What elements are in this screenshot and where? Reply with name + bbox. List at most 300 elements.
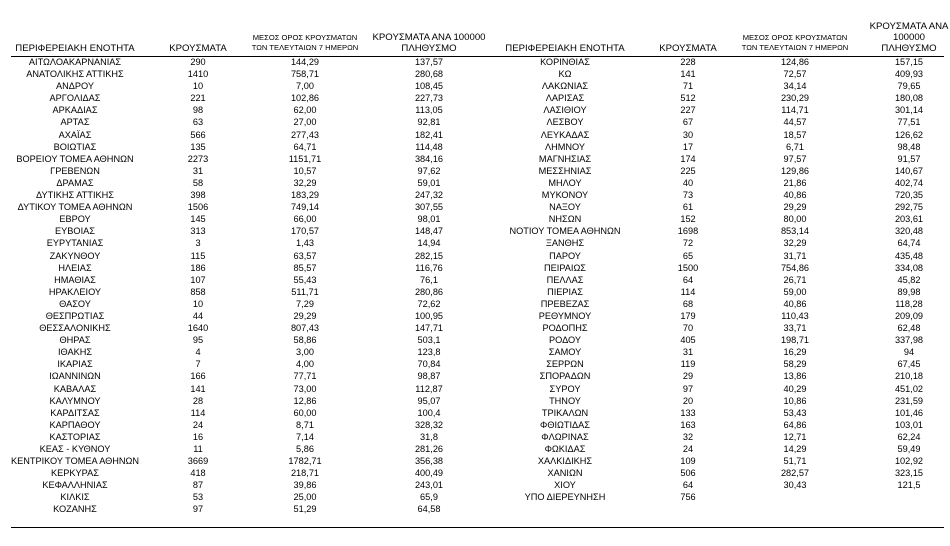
cell-cases: 61 [682,202,694,213]
cell-avg7: 39,86 [293,480,317,491]
table-row [490,104,950,116]
cell-avg7: 749,14 [290,202,320,213]
table-row [0,68,494,80]
right-table-rows [490,56,950,503]
cell-avg7: 853,14 [780,226,810,237]
cell-avg7: 10,86 [783,395,807,406]
cell-avg7: 1,43 [296,238,314,249]
cell-per100k: 64,58 [417,504,441,515]
cell-cases: 313 [190,226,206,237]
table-row [490,56,950,68]
header-cases-right: ΚΡΟΥΣΜΑΤΑ [659,43,717,54]
cell-avg7: 12,86 [293,395,317,406]
table-row [490,80,950,92]
cell-region: ΛΕΥΚΑΔΑΣ [540,129,590,140]
cell-per100k: 112,87 [415,383,443,394]
table-row [0,310,494,322]
cell-per100k: 89,98 [897,286,921,297]
table-row [490,479,950,491]
table-row [490,68,950,80]
cell-per100k: 384,16 [414,153,444,164]
table-row [0,358,494,370]
cell-avg7: 218,71 [290,468,320,479]
cell-per100k: 307,55 [414,202,444,213]
cell-region: ΑΡΤΑΣ [60,117,90,128]
cell-per100k: 282,15 [414,250,444,261]
table-row [490,431,950,443]
cell-region: ΚΕΡΚΥΡΑΣ [51,468,99,479]
cell-per100k: 94 [903,347,915,358]
cell-cases: 566 [190,129,206,140]
table-row [0,467,494,479]
header-per100k-line1-right: ΚΡΟΥΣΜΑΤΑ ΑΝΑ 100000 [869,21,949,43]
cell-per100k: 243,01 [414,480,444,491]
cell-avg7: 7,14 [296,431,314,442]
table-row [0,431,494,443]
cell-per100k: 280,86 [414,286,444,297]
cell-avg7: 758,71 [290,69,320,80]
cell-avg7: 170,57 [290,226,320,237]
table-row [0,419,494,431]
cell-per100k: 59,49 [897,444,921,454]
cell-region: ΣΠΟΡΑΔΩΝ [539,371,591,382]
cell-region: ΣΕΡΡΩΝ [546,359,584,370]
table-row [490,322,950,334]
cell-cases: 1410 [187,69,209,80]
cell-per100k: 108,45 [414,81,444,92]
cell-avg7: 80,00 [783,214,807,225]
cell-region: ΚΑΡΠΑΘΟΥ [49,419,101,430]
table-row [490,165,950,177]
cell-per100k: 118,28 [895,298,923,309]
cell-avg7: 144,29 [290,57,320,67]
table-row [490,262,950,274]
cell-cases: 166 [190,371,206,382]
table-row [490,419,950,431]
cell-region: ΕΒΡΟΥ [59,214,91,225]
cell-region: ΛΗΜΝΟΥ [544,141,586,152]
cell-region: ΒΟΙΩΤΙΑΣ [53,141,97,152]
header-avg7-right [736,33,854,53]
cell-cases: 58 [192,177,204,188]
cell-avg7: 29,29 [783,202,807,213]
cell-avg7: 29,29 [293,310,317,321]
cell-cases: 133 [680,407,696,418]
cell-region: ΚΑΡΔΙΤΣΑΣ [50,407,100,418]
table-row [0,334,494,346]
cell-avg7: 97,57 [783,153,807,164]
cell-cases: 227 [680,105,696,116]
cell-region: ΠΑΡΟΥ [549,250,581,261]
cell-cases: 107 [190,274,206,285]
cell-cases: 72 [682,238,694,249]
table-row [0,213,494,225]
cell-avg7: 53,43 [783,407,807,418]
cell-cases: 135 [190,141,206,152]
cell-avg7: 230,29 [780,93,810,104]
table-row [490,141,950,153]
cell-avg7: 51,29 [293,504,317,515]
cell-avg7: 3,00 [296,347,314,358]
cell-cases: 145 [190,214,206,225]
cell-avg7: 14,29 [783,444,807,454]
cell-cases: 4 [195,347,201,358]
cell-avg7: 1782,71 [288,456,322,467]
cell-avg7: 73,00 [293,383,317,394]
cell-region: ΕΥΒΟΙΑΣ [55,226,95,237]
cell-region: ΡΕΘΥΜΝΟΥ [538,310,592,321]
cell-cases: 221 [190,93,206,104]
cell-per100k: 102,92 [894,456,924,467]
cell-avg7: 10,57 [293,165,317,176]
cell-avg7: 51,71 [783,456,807,467]
cell-avg7: 58,29 [783,359,807,370]
cell-region: ΘΕΣΠΡΩΤΙΑΣ [45,310,105,321]
cell-per100k: 95,07 [417,395,441,406]
cell-region: ΑΝΑΤΟΛΙΚΗΣ ΑΤΤΙΚΗΣ [26,69,124,80]
cell-cases: 114 [190,407,206,418]
cell-per100k: 503,1 [417,335,441,346]
cell-region: ΧΑΝΙΩΝ [547,468,583,479]
cell-cases: 512 [680,93,696,104]
cell-per100k: 180,08 [894,93,924,104]
cell-region: ΚΟΖΑΝΗΣ [53,504,97,515]
cell-per100k: 103,01 [894,419,924,430]
cell-per100k: 337,98 [894,335,924,346]
table-row [0,262,494,274]
cell-cases: 10 [192,298,204,309]
table-row [0,56,494,68]
cell-avg7: 16,29 [783,347,807,358]
cell-per100k: 62,48 [897,323,921,334]
cell-cases: 44 [192,310,204,321]
cell-cases: 98 [192,105,204,116]
cell-avg7: 277,43 [290,129,320,140]
header-avg7-line2-right: ΤΩΝ ΤΕΛΕΥΤΑΙΩΝ 7 ΗΜΕΡΩΝ [741,43,849,52]
table-row [490,250,950,262]
cell-region: ΡΟΔΟΥ [548,335,581,346]
table-row [0,92,494,104]
cell-region: ΔΡΑΜΑΣ [56,177,94,188]
cell-avg7: 12,71 [783,431,807,442]
cell-avg7: 110,43 [781,310,809,321]
cell-per100k: 227,73 [414,93,444,104]
table-row [0,346,494,358]
table-row [490,177,950,189]
cell-cases: 228 [680,57,696,67]
cell-avg7: 282,57 [780,468,810,479]
cell-avg7: 34,14 [783,81,807,92]
table-row [0,165,494,177]
cell-cases: 119 [680,359,696,370]
cell-avg7: 60,00 [293,407,317,418]
cell-avg7: 66,00 [293,214,317,225]
cell-per100k: 121,5 [897,480,921,491]
cell-cases: 7 [195,359,201,370]
cell-per100k: 281,26 [414,444,444,454]
table-row [490,189,950,201]
cell-region: ΙΩΑΝΝΙΝΩΝ [49,371,101,382]
table-row [490,286,950,298]
table-row [0,237,494,249]
cell-cases: 11 [193,444,203,454]
cell-region: ΠΕΙΡΑΙΩΣ [544,262,586,273]
cell-per100k: 72,62 [417,298,441,309]
table-row [490,346,950,358]
table-row [490,201,950,213]
cell-region: ΠΕΛΛΑΣ [546,274,584,285]
cell-cases: 17 [682,141,694,152]
cell-cases: 95 [192,335,204,346]
cell-region: ΤΡΙΚΑΛΩΝ [541,407,589,418]
cell-avg7: 40,86 [783,298,807,309]
cell-per100k: 140,67 [894,165,924,176]
cell-avg7: 511,71 [291,286,319,297]
cell-per100k: 98,48 [897,141,921,152]
cell-per100k: 334,08 [894,262,924,273]
cell-region: ΝΑΞΟΥ [549,202,581,213]
cell-cases: 163 [680,419,696,430]
cell-per100k: 210,18 [894,371,924,382]
cell-per100k: 92,81 [417,117,441,128]
table-row [490,153,950,165]
cell-per100k: 100,4 [417,407,441,418]
table-row [0,116,494,128]
header-per100k-line2-right: ΠΛΗΘΥΣΜΟ [881,43,937,54]
header-per100k-right [854,21,950,54]
cell-region: ΔΥΤΙΚΗΣ ΑΤΤΙΚΗΣ [36,190,114,201]
cell-region: ΚΙΛΚΙΣ [60,492,90,503]
table-row [490,467,950,479]
cell-avg7: 102,86 [290,93,320,104]
cell-region: ΑΝΔΡΟΥ [55,81,94,92]
cell-region: ΖΑΚΥΝΘΟΥ [49,250,101,261]
cell-region: ΧΙΟΥ [554,480,576,491]
cell-avg7: 30,43 [783,480,807,491]
cell-per100k: 148,47 [414,226,444,237]
cell-per100k: 320,48 [894,226,924,237]
cell-avg7: 64,71 [293,141,317,152]
cell-region: ΑΡΚΑΔΙΑΣ [52,105,98,116]
cell-region: ΓΡΕΒΕΝΩΝ [50,165,100,176]
cell-cases: 179 [680,310,696,321]
cell-cases: 756 [680,492,696,503]
table-row [0,177,494,189]
cell-cases: 29 [682,371,694,382]
cell-region: ΚΩ [558,69,572,80]
cell-cases: 10 [192,81,204,92]
cell-cases: 174 [680,153,696,164]
cell-cases: 152 [680,214,696,225]
cell-per100k: 116,76 [415,262,443,273]
cell-cases: 16 [192,431,204,442]
table-row [0,395,494,407]
cell-avg7: 77,71 [293,371,317,382]
cell-avg7: 807,43 [290,323,320,334]
cell-region: ΔΥΤΙΚΟΥ ΤΟΜΕΑ ΑΘΗΝΩΝ [17,202,133,213]
cell-per100k: 301,14 [894,105,924,116]
cell-avg7: 27,00 [293,117,317,128]
cell-cases: 87 [192,480,204,491]
table-row [0,225,494,237]
cell-per100k: 91,57 [897,153,921,164]
cell-per100k: 114,48 [415,141,443,152]
cell-avg7: 4,00 [296,359,314,370]
cell-cases: 290 [190,57,206,67]
cell-region: ΦΛΩΡΙΝΑΣ [541,431,589,442]
cell-region: ΑΧΑΪΑΣ [58,129,92,140]
table-row [0,455,494,467]
table-row [490,491,950,503]
cell-avg7: 6,71 [786,141,804,152]
cell-per100k: 451,02 [894,383,924,394]
table-row [0,383,494,395]
table-row [490,274,950,286]
cell-per100k: 147,71 [414,323,444,334]
cell-avg7: 18,57 [783,129,807,140]
table-row [490,92,950,104]
cell-avg7: 32,29 [293,177,317,188]
cell-avg7: 8,71 [296,419,314,430]
cell-per100k: 77,51 [897,117,921,128]
table-row [490,443,950,455]
cell-region: ΜΗΛΟΥ [548,177,582,188]
cell-per100k: 97,62 [417,165,441,176]
cell-cases: 418 [190,468,206,479]
header-avg7-line1-right: ΜΕΣΟΣ ΟΡΟΣ ΚΡΟΥΣΜΑΤΩΝ [742,33,848,42]
cell-avg7: 31,71 [783,250,807,261]
header-per100k-line2: ΠΛΗΘΥΣΜΟ [401,43,457,54]
cell-avg7: 183,29 [290,190,320,201]
cell-cases: 71 [682,81,694,92]
cell-region: ΙΘΑΚΗΣ [57,347,93,358]
cell-avg7: 5,86 [296,444,314,454]
cell-avg7: 7,29 [296,298,314,309]
table-row [490,395,950,407]
cell-per100k: 45,82 [897,274,921,285]
cell-avg7: 1151,71 [288,153,322,164]
cell-region: ΝΗΣΩΝ [548,214,582,225]
cell-per100k: 203,61 [894,214,924,225]
left-table [0,28,494,516]
left-table-rows [0,56,494,516]
cell-per100k: 98,87 [417,371,441,382]
cell-region: ΚΕΑΣ - ΚΥΘΝΟΥ [39,444,111,454]
cell-per100k: 720,35 [894,190,924,201]
cell-cases: 3 [195,238,201,249]
table-row [0,443,494,455]
cell-avg7: 124,86 [780,57,810,67]
cell-avg7: 33,71 [783,323,807,334]
cell-cases: 3669 [187,456,209,467]
table-row [0,407,494,419]
cell-avg7: 72,57 [783,69,807,80]
cell-region: ΡΟΔΟΠΗΣ [542,323,588,334]
cell-per100k: 247,32 [414,190,444,201]
table-row [490,370,950,382]
cell-cases: 31 [192,165,204,176]
cell-cases: 1506 [187,202,209,213]
cell-region: ΘΑΣΟΥ [59,298,91,309]
cell-region: ΦΘΙΩΤΙΔΑΣ [539,419,590,430]
cell-cases: 24 [682,444,694,454]
cell-avg7: 64,86 [783,419,807,430]
cell-region: ΛΑΚΩΝΙΑΣ [541,81,589,92]
cell-region: ΘΗΡΑΣ [59,335,91,346]
cell-region: ΚΟΡΙΝΘΙΑΣ [540,57,590,67]
cell-avg7: 40,86 [783,190,807,201]
header-rule-left [11,56,490,57]
cell-region: ΗΡΑΚΛΕΙΟΥ [48,286,102,297]
cell-avg7: 754,86 [780,262,810,273]
cell-per100k: 328,32 [414,419,444,430]
cell-cases: 53 [192,492,204,503]
table-row [0,322,494,334]
cell-per100k: 292,75 [894,202,924,213]
header-region: ΠΕΡΙΦΕΡΕΙΑΚΗ ΕΝΟΤΗΤΑ [15,43,135,54]
cell-per100k: 100,95 [414,310,444,321]
cell-cases: 64 [682,274,694,285]
header-avg7-line2: ΤΩΝ ΤΕΛΕΥΤΑΙΩΝ 7 ΗΜΕΡΩΝ [251,43,359,52]
cell-region: ΑΙΤΩΛΟΑΚΑΡΝΑΝΙΑΣ [28,57,122,67]
cell-per100k: 31,8 [420,431,438,442]
cell-per100k: 126,62 [894,129,924,140]
cell-avg7: 198,71 [780,335,810,346]
table-row [490,237,950,249]
cell-region: ΛΑΣΙΘΙΟΥ [543,105,587,116]
cell-per100k: 62,24 [897,431,921,442]
table-row [0,286,494,298]
cell-avg7: 7,00 [296,81,314,92]
cell-cases: 97 [192,504,204,515]
table-row [0,274,494,286]
cell-region: ΦΩΚΙΔΑΣ [544,444,586,454]
header-region-right: ΠΕΡΙΦΕΡΕΙΑΚΗ ΕΝΟΤΗΤΑ [505,43,625,54]
cell-per100k: 76,1 [420,274,438,285]
table-row [490,407,950,419]
cell-per100k: 67,45 [897,359,921,370]
cell-avg7: 58,86 [293,335,317,346]
table-row [0,503,494,515]
cell-per100k: 182,41 [414,129,444,140]
table-row [0,201,494,213]
cell-region: ΜΑΓΝΗΣΙΑΣ [538,153,592,164]
table-row [490,129,950,141]
table-row [0,250,494,262]
cell-region: ΝΟΤΙΟΥ ΤΟΜΕΑ ΑΘΗΝΩΝ [509,226,621,237]
table-row [0,479,494,491]
header-per100k-line1: ΚΡΟΥΣΜΑΤΑ ΑΝΑ 100000 [372,32,486,43]
cell-per100k: 435,48 [894,250,924,261]
cell-region: ΥΠΟ ΔΙΕΡΕΥΝΗΣΗ [524,492,606,503]
cell-region: ΣΑΜΟΥ [548,347,582,358]
cell-cases: 114 [680,286,696,297]
cell-region: ΤΗΝΟΥ [549,395,581,406]
cell-avg7: 59,00 [783,286,807,297]
table-row [0,104,494,116]
cell-per100k: 137,57 [414,57,444,67]
table-row [0,129,494,141]
table-row [490,213,950,225]
cell-cases: 405 [680,335,696,346]
cell-region: ΕΥΡΥΤΑΝΙΑΣ [46,238,104,249]
cell-per100k: 157,15 [894,57,924,67]
header-avg7 [246,33,364,53]
cell-cases: 67 [682,117,694,128]
table-row [490,225,950,237]
cell-per100k: 14,94 [417,238,441,249]
cell-region: ΧΑΛΚΙΔΙΚΗΣ [537,456,593,467]
